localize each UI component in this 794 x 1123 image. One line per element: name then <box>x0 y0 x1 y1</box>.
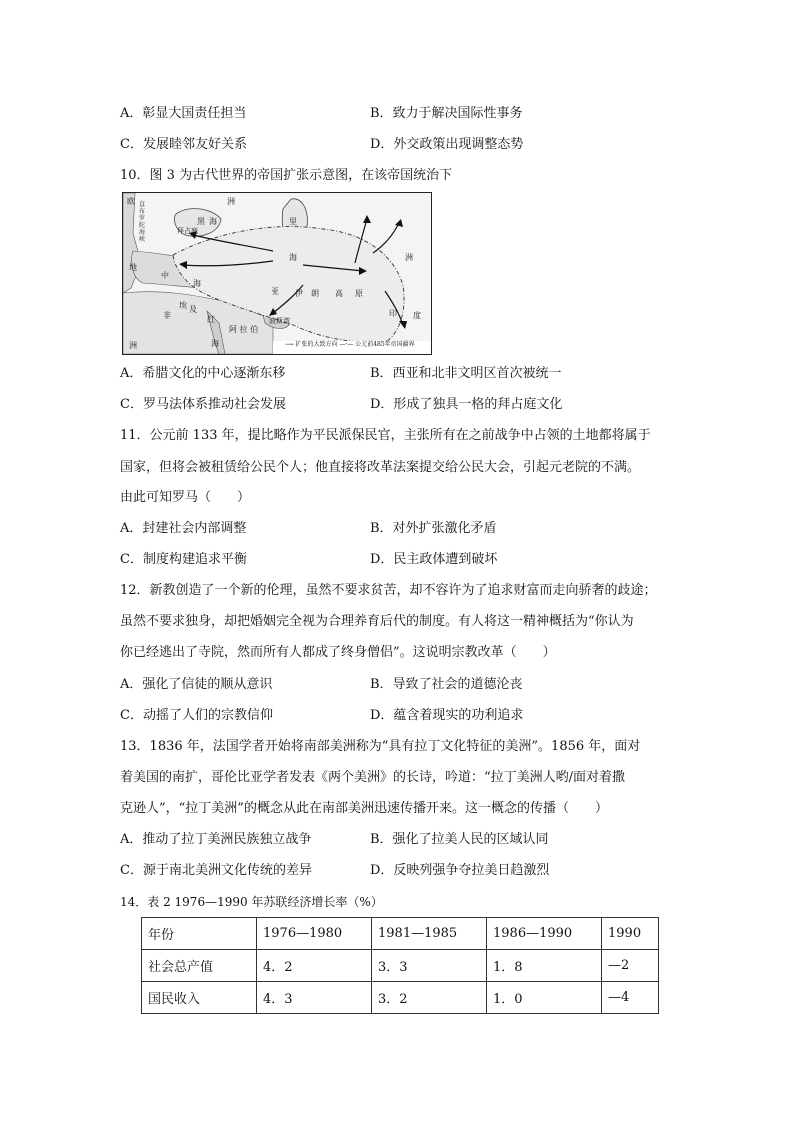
table-row <box>142 982 659 1014</box>
map-label-india2: 度 <box>413 311 421 320</box>
ussr-growth-table <box>141 917 659 1014</box>
map-label-egypt2: 及 <box>189 305 197 314</box>
map-label-iran4: 原 <box>355 289 363 298</box>
q13-option-a: A．推动了拉丁美洲民族独立战争 <box>120 832 312 847</box>
q13-option-b: B．强化了拉美人民的区域认同 <box>370 832 549 847</box>
map-label-egypt1: 埃 <box>179 301 187 310</box>
q9-option-b: B．致力于解决国际性事务 <box>370 106 523 121</box>
q10-option-b: B．西亚和北非文明区首次被统一 <box>370 366 562 381</box>
q11-option-a: A．封建社会内部调整 <box>120 521 247 536</box>
q12-option-c: C．动摇了人们的宗教信仰 <box>120 708 273 723</box>
map-label-iran2: 朗 <box>311 289 319 298</box>
table-cell: 4．2 <box>257 950 372 982</box>
q9-option-d: D．外交政策出现调整态势 <box>370 137 524 152</box>
q10-option-c: C．罗马法体系推动社会发展 <box>120 397 286 412</box>
table-cell: 4．3 <box>257 982 372 1014</box>
map-label-mediterranean2: 中 <box>161 271 169 280</box>
empire-expansion-map <box>122 192 432 355</box>
map-label-caspian1: 里 <box>289 217 297 226</box>
table-cell: 社会总产值 <box>142 950 257 982</box>
q10-stem: 10．图 3 为古代世界的帝国扩张示意图，在该帝国统治下 <box>120 168 453 183</box>
q13-option-d: D．反映列强争夺拉美日趋激烈 <box>370 863 550 878</box>
q12-option-b: B．导致了社会的道德沦丧 <box>370 677 523 692</box>
map-label-red-sea2: 海 <box>211 339 219 348</box>
map-label-zhou1: 洲 <box>227 197 235 206</box>
map-label-asia2: 洲 <box>405 253 413 262</box>
table-header-row <box>142 918 659 950</box>
q13-line-1: 13．1836 年，法国学者开始将南部美洲称为“具有拉丁文化特征的美洲”。1856 年，面对 <box>120 739 641 754</box>
q10-option-d: D．形成了独具一格的拜占庭文化 <box>370 397 563 412</box>
q11-line-3: 由此可知罗马（ ） <box>120 490 251 505</box>
table-header-cell: 年份 <box>142 918 257 950</box>
q14-stem: 14．表 2 1976—1990 年苏联经济增长率（%） <box>120 895 383 909</box>
q11-line-2: 国家，但将会被租赁给公民个人；他直接将改革法案提交给公民大会，引起元老院的不满。 <box>120 460 641 475</box>
map-drawing <box>123 193 431 354</box>
table-row <box>142 950 659 982</box>
map-label-iran1: 伊 <box>295 289 303 298</box>
map-label-india1: 印 <box>389 309 397 318</box>
map-legend: ⟶ 扩张的大致方向 —·— 公元前485年帝国疆界 <box>285 341 415 348</box>
map-label-asia1: 亚 <box>271 287 279 296</box>
q13-line-2: 着美国的南扩，哥伦比亚学者发表《两个美洲》的长诗，吟道：“拉丁美洲人哟/面对着撒 <box>120 770 626 785</box>
table-cell: 3．3 <box>372 950 487 982</box>
q12-option-d: D．蕴含着现实的功利追求 <box>370 708 524 723</box>
q11-line-1: 11．公元前 133 年，提比略作为平民派保民官，主张所有在之前战争中占领的土地都将属于 <box>120 428 651 443</box>
map-label-gibraltar: 直布罗陀海峡 <box>139 201 146 243</box>
map-label-iran3: 高 <box>335 289 343 298</box>
map-label-red-sea1: 红 <box>207 315 215 324</box>
q12-line-3: 你已经逃出了寺院，然而所有人都成了终身僧侣”。这说明宗教改革（ ） <box>120 645 556 660</box>
q11-option-c: C．制度构建追求平衡 <box>120 552 247 567</box>
map-label-byzantium: 拜占庭 <box>177 227 198 235</box>
q9-option-c: C．发展睦邻友好关系 <box>120 137 247 152</box>
q9-option-a: A．彰显大国责任担当 <box>120 106 247 121</box>
table-header-cell: 1990 <box>602 918 659 950</box>
table-cell: 3．2 <box>372 982 487 1014</box>
map-label-africa1: 非 <box>163 311 171 320</box>
table-header-cell: 1976—1980 <box>257 918 372 950</box>
q12-line-2: 虽然不要求独身，却把婚姻完全视为合理养育后代的制度。有人将这一精神概括为“你认为 <box>120 614 634 629</box>
map-label-caspian2: 海 <box>289 253 297 262</box>
q11-option-d: D．民主政体遭到破坏 <box>370 552 498 567</box>
table-cell: 1．0 <box>487 982 602 1014</box>
table-cell: —4 <box>602 982 659 1014</box>
map-label-arabia: 阿 拉 伯 <box>229 325 259 334</box>
map-label-mediterranean3: 海 <box>193 279 201 288</box>
map-label-mediterranean1: 地 <box>129 263 137 272</box>
q13-option-c: C．源于南北美洲文化传统的差异 <box>120 863 312 878</box>
q12-line-1: 12．新教创造了一个新的伦理，虽然不要求贫苦，却不容许为了追求财富而走向骄奢的歧途； <box>120 583 657 598</box>
table-cell: —2 <box>602 950 659 982</box>
map-label-black-sea1: 黑 <box>197 217 205 226</box>
table-cell: 1．8 <box>487 950 602 982</box>
table-header-cell: 1986—1990 <box>487 918 602 950</box>
q10-option-a: A．希腊文化的中心逐渐东移 <box>120 366 286 381</box>
map-label-black-sea2: 海 <box>209 217 217 226</box>
table-header-cell: 1981—1985 <box>372 918 487 950</box>
q12-option-a: A．强化了信徒的顺从意识 <box>120 677 273 692</box>
q11-option-b: B．对外扩张激化矛盾 <box>370 521 497 536</box>
table-cell: 国民收入 <box>142 982 257 1014</box>
map-label-persian-gulf: 波斯湾 <box>269 317 290 325</box>
map-label-europe: 欧 <box>127 197 135 206</box>
q13-line-3: 克逊人”，“拉丁美洲”的概念从此在南部美洲迅速传播开来。这一概念的传播（ ） <box>120 801 608 816</box>
map-label-zhou2: 洲 <box>129 341 137 350</box>
